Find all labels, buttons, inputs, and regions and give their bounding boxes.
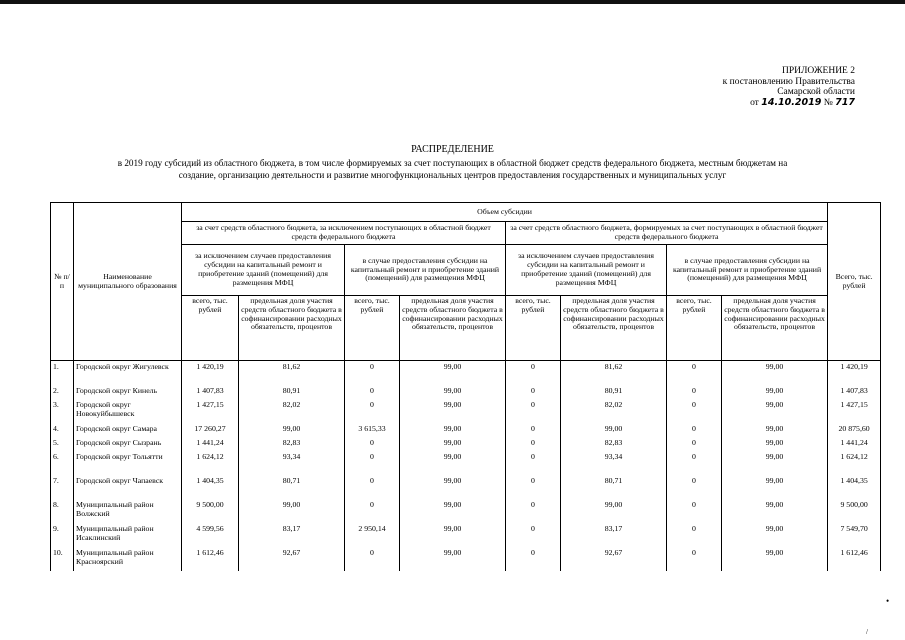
document-subtitle xyxy=(0,157,905,181)
header-regional-federal: за счет средств областного бюджета, формируемых за счет поступающих в областной бюджет средств федерального бюджета xyxy=(506,222,828,245)
cell-total: 1 441,24 xyxy=(828,437,881,451)
mark-dot: • xyxy=(886,596,890,606)
cell-c3: 0 xyxy=(345,499,400,523)
cell-c4: 99,00 xyxy=(400,361,506,386)
cell-c1: 1 612,46 xyxy=(182,547,239,571)
table-row xyxy=(51,499,881,523)
cell-name: Муниципальный район Волжский xyxy=(74,499,182,523)
table-row xyxy=(51,399,881,423)
cell-c6: 99,00 xyxy=(561,499,667,523)
cell-c4: 99,00 xyxy=(400,399,506,423)
header-total-3: всего, тыс. рублей xyxy=(506,296,561,361)
cell-c4: 99,00 xyxy=(400,547,506,571)
cell-c5: 0 xyxy=(506,547,561,571)
cell-c4: 99,00 xyxy=(400,523,506,547)
cell-c7: 0 xyxy=(667,547,722,571)
cell-c7: 0 xyxy=(667,423,722,437)
cell-name: Муниципальный район Исаклинский xyxy=(74,523,182,547)
cell-total: 7 549,70 xyxy=(828,523,881,547)
cell-c1: 1 427,15 xyxy=(182,399,239,423)
cell-c6: 80,91 xyxy=(561,385,667,399)
cell-c5: 0 xyxy=(506,523,561,547)
table-row xyxy=(51,361,881,386)
appendix-date-line xyxy=(723,98,855,109)
cell-c2: 99,00 xyxy=(239,499,345,523)
cell-total: 1 407,83 xyxy=(828,385,881,399)
cell-name: Городской округ Сызрань xyxy=(74,437,182,451)
table-body xyxy=(51,361,881,572)
table-row xyxy=(51,423,881,437)
cell-c4: 99,00 xyxy=(400,385,506,399)
cell-no: 3. xyxy=(51,399,74,423)
cell-c8: 99,00 xyxy=(722,437,828,451)
cell-no: 5. xyxy=(51,437,74,451)
cell-c7: 0 xyxy=(667,475,722,499)
cell-name: Городской округ Самара xyxy=(74,423,182,437)
cell-c2: 82,02 xyxy=(239,399,345,423)
cell-c8: 99,00 xyxy=(722,499,828,523)
cell-c6: 82,02 xyxy=(561,399,667,423)
header-share-2: предельная доля участия средств областного бюджета в софинансировании расходных обязательств, процентов xyxy=(400,296,506,361)
cell-no: 4. xyxy=(51,423,74,437)
cell-c5: 0 xyxy=(506,451,561,475)
cell-c1: 1 404,35 xyxy=(182,475,239,499)
cell-c1: 4 599,56 xyxy=(182,523,239,547)
header-share-4: предельная доля участия средств областного бюджета в софинансировании расходных обязательств, процентов xyxy=(722,296,828,361)
cell-c7: 0 xyxy=(667,399,722,423)
cell-c4: 99,00 xyxy=(400,499,506,523)
cell-total: 9 500,00 xyxy=(828,499,881,523)
cell-c5: 0 xyxy=(506,385,561,399)
cell-name: Муниципальный район Красноярский xyxy=(74,547,182,571)
header-volume: Объем субсидии xyxy=(182,203,828,222)
header-grand-total: Всего, тыс. рублей xyxy=(828,203,881,361)
header-capital-2: в случае предоставления субсидии на капитальный ремонт и приобретение зданий (помещений) для размещения МФЦ xyxy=(667,245,828,296)
cell-c8: 99,00 xyxy=(722,451,828,475)
cell-c1: 1 441,24 xyxy=(182,437,239,451)
cell-c2: 92,67 xyxy=(239,547,345,571)
cell-c8: 99,00 xyxy=(722,423,828,437)
cell-c8: 99,00 xyxy=(722,523,828,547)
document-title: РАСПРЕДЕЛЕНИЕ xyxy=(411,144,494,155)
cell-no: 9. xyxy=(51,523,74,547)
table-row xyxy=(51,451,881,475)
table-row xyxy=(51,385,881,399)
cell-name: Городской округ Новокуйбышевск xyxy=(74,399,182,423)
cell-no: 1. xyxy=(51,361,74,386)
cell-c1: 17 260,27 xyxy=(182,423,239,437)
cell-c2: 81,62 xyxy=(239,361,345,386)
cell-c5: 0 xyxy=(506,399,561,423)
cell-c3: 0 xyxy=(345,361,400,386)
cell-c3: 0 xyxy=(345,475,400,499)
appendix-line-3: Самарской области xyxy=(777,87,855,97)
header-regional-only: за счет средств областного бюджета, за исключением поступающих в областной бюджет средств федерального бюджета xyxy=(182,222,506,245)
subtitle-line-1: в 2019 году субсидий из областного бюджета, в том числе формируемых за счет поступающих в областной бюджет средств федерального бюджета, местным бюджетам на xyxy=(117,158,788,168)
cell-c1: 1 420,19 xyxy=(182,361,239,386)
cell-total: 1 624,12 xyxy=(828,451,881,475)
cell-c4: 99,00 xyxy=(400,475,506,499)
cell-c6: 83,17 xyxy=(561,523,667,547)
header-name: Наименование муниципального образования xyxy=(74,203,182,361)
table-row xyxy=(51,437,881,451)
header-excluding-1: за исключением случаев предоставления субсидии на капитальный ремонт и приобретение зданий (помещений) для размещения МФЦ xyxy=(182,245,345,296)
cell-total: 1 404,35 xyxy=(828,475,881,499)
cell-c6: 93,34 xyxy=(561,451,667,475)
cell-c3: 0 xyxy=(345,385,400,399)
cell-total: 1 420,19 xyxy=(828,361,881,386)
date-value: 14.10.2019 xyxy=(761,96,822,108)
subsidy-table xyxy=(50,202,881,571)
cell-no: 2. xyxy=(51,385,74,399)
cell-name: Городской округ Тольятти xyxy=(74,451,182,475)
cell-c6: 92,67 xyxy=(561,547,667,571)
cell-c6: 82,83 xyxy=(561,437,667,451)
number-value: 717 xyxy=(835,96,855,108)
cell-c5: 0 xyxy=(506,437,561,451)
cell-c2: 80,91 xyxy=(239,385,345,399)
appendix-block xyxy=(723,66,855,108)
table-row xyxy=(51,475,881,499)
cell-total: 1 612,46 xyxy=(828,547,881,571)
cell-c8: 99,00 xyxy=(722,385,828,399)
cell-c3: 3 615,33 xyxy=(345,423,400,437)
cell-c2: 82,83 xyxy=(239,437,345,451)
cell-c6: 99,00 xyxy=(561,423,667,437)
header-no: № п/п xyxy=(51,203,74,361)
cell-c4: 99,00 xyxy=(400,423,506,437)
appendix-title: ПРИЛОЖЕНИЕ 2 xyxy=(781,66,855,76)
cell-c3: 2 950,14 xyxy=(345,523,400,547)
cell-c7: 0 xyxy=(667,523,722,547)
cell-c6: 80,71 xyxy=(561,475,667,499)
header-total-4: всего, тыс. рублей xyxy=(667,296,722,361)
cell-c5: 0 xyxy=(506,475,561,499)
cell-name: Городской округ Кинель xyxy=(74,385,182,399)
cell-c7: 0 xyxy=(667,385,722,399)
cell-no: 6. xyxy=(51,451,74,475)
header-excluding-2: за исключением случаев предоставления субсидии на капитальный ремонт и приобретение зданий (помещений) для размещения МФЦ xyxy=(506,245,667,296)
table-row xyxy=(51,523,881,547)
top-border-line xyxy=(0,0,905,4)
cell-c2: 83,17 xyxy=(239,523,345,547)
cell-c7: 0 xyxy=(667,499,722,523)
cell-c3: 0 xyxy=(345,437,400,451)
cell-c1: 1 624,12 xyxy=(182,451,239,475)
cell-total: 20 875,60 xyxy=(828,423,881,437)
table-row xyxy=(51,547,881,571)
cell-c3: 0 xyxy=(345,399,400,423)
header-share-1: предельная доля участия средств областного бюджета в софинансировании расходных обязательств, процентов xyxy=(239,296,345,361)
header-total-1: всего, тыс. рублей xyxy=(182,296,239,361)
cell-c8: 99,00 xyxy=(722,399,828,423)
header-capital-1: в случае предоставления субсидии на капитальный ремонт и приобретение зданий (помещений) для размещения МФЦ xyxy=(345,245,506,296)
cell-c2: 99,00 xyxy=(239,423,345,437)
cell-c2: 80,71 xyxy=(239,475,345,499)
cell-total: 1 427,15 xyxy=(828,399,881,423)
cell-c4: 99,00 xyxy=(400,451,506,475)
cell-no: 8. xyxy=(51,499,74,523)
cell-c3: 0 xyxy=(345,451,400,475)
number-prefix: № xyxy=(823,97,833,108)
cell-c7: 0 xyxy=(667,451,722,475)
cell-c8: 99,00 xyxy=(722,547,828,571)
cell-c5: 0 xyxy=(506,423,561,437)
cell-no: 10. xyxy=(51,547,74,571)
cell-no: 7. xyxy=(51,475,74,499)
cell-c5: 0 xyxy=(506,361,561,386)
cell-c7: 0 xyxy=(667,437,722,451)
header-total-2: всего, тыс. рублей xyxy=(345,296,400,361)
cell-c6: 81,62 xyxy=(561,361,667,386)
cell-c8: 99,00 xyxy=(722,361,828,386)
header-share-3: предельная доля участия средств областного бюджета в софинансировании расходных обязательств, процентов xyxy=(561,296,667,361)
subtitle-line-2: создание, организацию деятельности и развитие многофункциональных центров предоставления государственных и муниципальных услуг xyxy=(178,170,727,180)
cell-c4: 99,00 xyxy=(400,437,506,451)
cell-c8: 99,00 xyxy=(722,475,828,499)
cell-c3: 0 xyxy=(345,547,400,571)
date-prefix: от xyxy=(750,97,759,108)
cell-c2: 93,34 xyxy=(239,451,345,475)
cell-name: Городской округ Чапаевск xyxy=(74,475,182,499)
appendix-line-2: к постановлению Правительства xyxy=(722,76,855,87)
cell-c7: 0 xyxy=(667,361,722,386)
cell-c1: 9 500,00 xyxy=(182,499,239,523)
cell-c5: 0 xyxy=(506,499,561,523)
cell-c1: 1 407,83 xyxy=(182,385,239,399)
mark-tick: / xyxy=(866,628,868,636)
cell-name: Городской округ Жигулевск xyxy=(74,361,182,386)
